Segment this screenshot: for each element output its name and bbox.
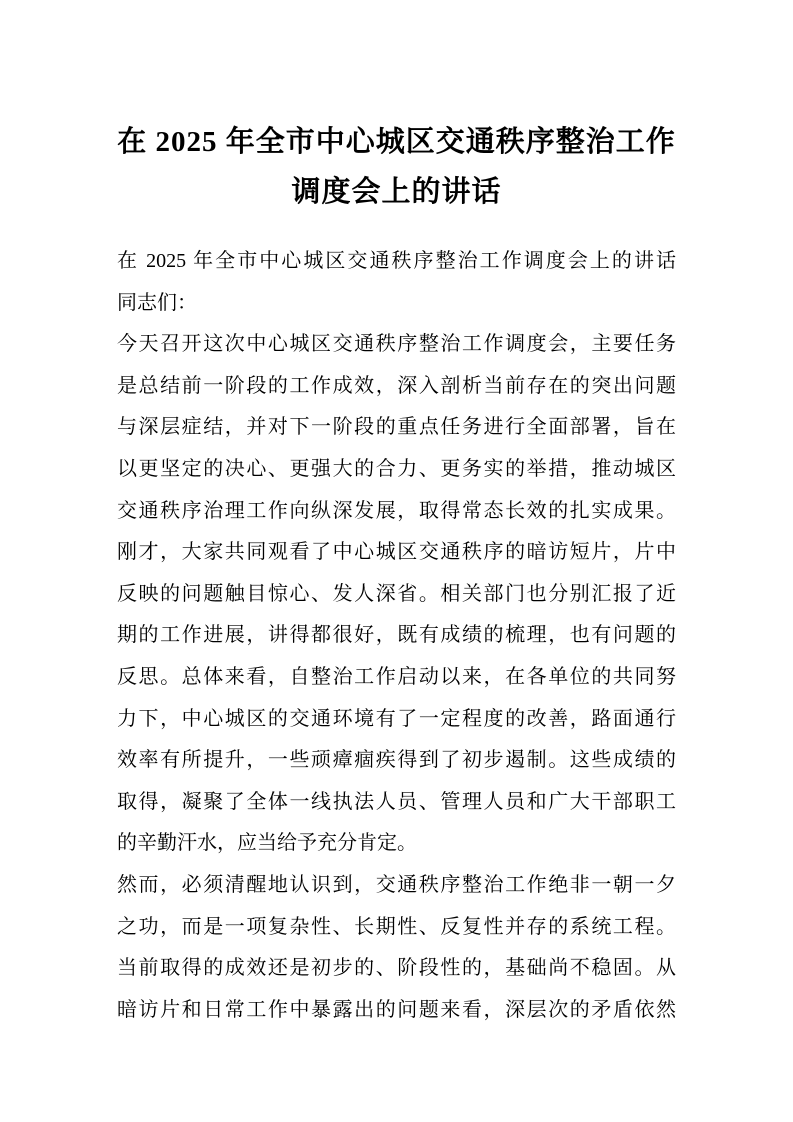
body-line: 力下，中心城区的交通环境有了一定程度的改善，路面通行 — [117, 707, 676, 730]
body-line: 反映的问题触目惊心、发人深省。相关部门也分别汇报了近 — [117, 582, 676, 605]
body-line: 刚才，大家共同观看了中心城区交通秩序的暗访短片，片中 — [117, 541, 676, 564]
body-line: 以更坚定的决心、更强大的合力、更务实的举措，推动城区 — [117, 457, 676, 480]
document-content — [117, 117, 676, 1031]
document-title — [117, 117, 676, 217]
document-body — [117, 241, 676, 1031]
body-line: 交通秩序治理工作向纵深发展，取得常态长效的扎实成果。 — [117, 499, 676, 522]
body-line: 是总结前一阶段的工作成效，深入剖析当前存在的突出问题 — [117, 374, 676, 397]
body-line: 与深层症结，并对下一阶段的重点任务进行全面部署，旨在 — [117, 416, 676, 439]
body-line: 的辛勤汗水，应当给予充分肯定。 — [117, 832, 417, 855]
title-line-1: 在 2025 年全市中心城区交通秩序整治工作 — [117, 126, 676, 158]
body-line: 取得，凝聚了全体一线执法人员、管理人员和广大干部职工 — [117, 790, 676, 813]
body-line: 效率有所提升，一些顽瘴痼疾得到了初步遏制。这些成绩的 — [117, 749, 676, 772]
body-line: 暗访片和日常工作中暴露出的问题来看，深层次的矛盾依然 — [117, 998, 676, 1021]
body-line: 反思。总体来看，自整治工作启动以来，在各单位的共同努 — [117, 665, 676, 688]
body-line: 之功，而是一项复杂性、长期性、反复性并存的系统工程。 — [117, 915, 676, 938]
body-line: 当前取得的成效还是初步的、阶段性的，基础尚不稳固。从 — [117, 957, 676, 980]
body-line: 同志们： — [117, 291, 197, 314]
body-line: 期的工作进展，讲得都很好，既有成绩的梳理，也有问题的 — [117, 624, 676, 647]
title-line-2: 调度会上的讲话 — [291, 176, 502, 208]
body-line: 然而，必须清醒地认识到，交通秩序整治工作绝非一朝一夕 — [117, 873, 676, 896]
body-line: 今天召开这次中心城区交通秩序整治工作调度会，主要任务 — [117, 333, 676, 356]
body-line: 在 2025 年全市中心城区交通秩序整治工作调度会上的讲话 — [117, 250, 676, 272]
